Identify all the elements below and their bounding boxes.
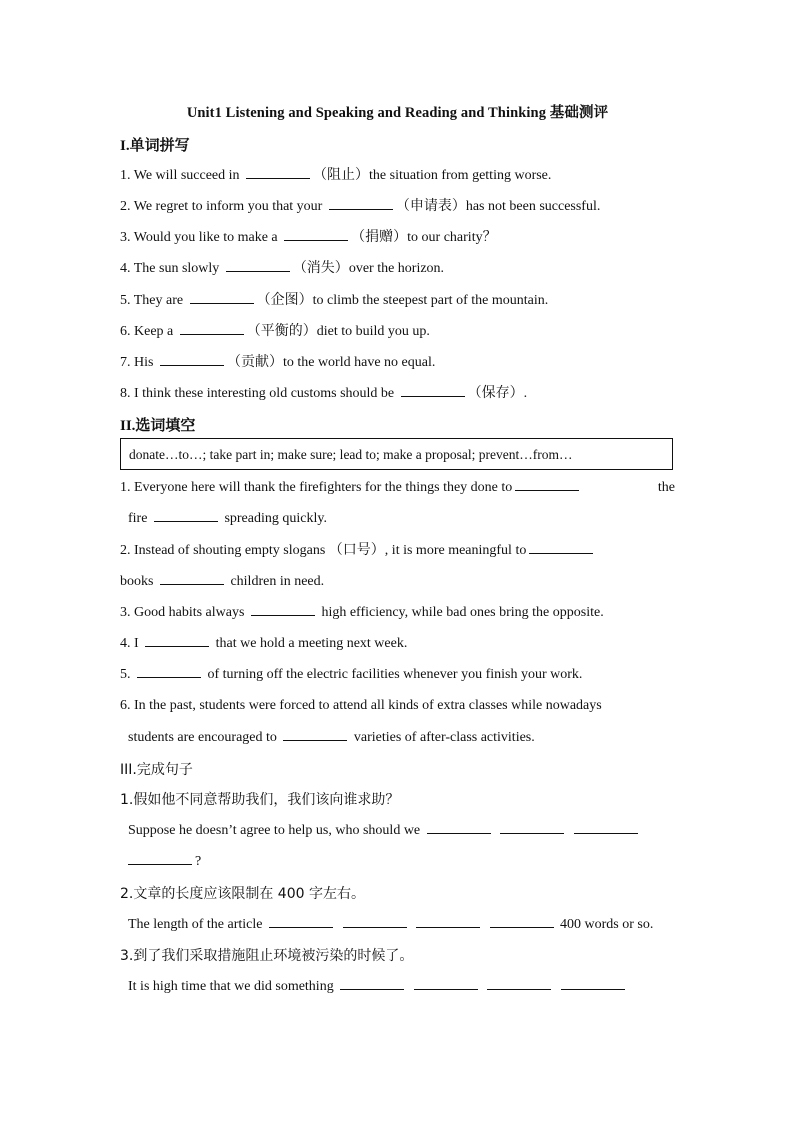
- answer-blank[interactable]: [251, 603, 315, 616]
- s3-q1-text: Suppose he doesn’t agree to help us, who should we: [128, 823, 421, 838]
- s3-q1-end: ?: [195, 854, 202, 869]
- answer-blank[interactable]: [145, 634, 209, 647]
- s1-item-6: [120, 321, 430, 342]
- s1-item-3-pre: 3. Would you like to make a: [120, 230, 278, 245]
- answer-blank[interactable]: [190, 291, 254, 304]
- s1-item-2-post: has not been successful.: [465, 199, 601, 214]
- answer-blank[interactable]: [340, 977, 404, 990]
- s1-item-3: [120, 227, 497, 248]
- answer-blank[interactable]: [269, 915, 333, 928]
- s3-q3-chinese: 3.到了我们采取措施阻止环境被污染的时候了。: [120, 948, 414, 964]
- s2-q2-text-c: children in need.: [230, 574, 325, 589]
- s1-item-2: [120, 196, 600, 217]
- s1-item-6-hint: （平衡的）: [246, 323, 317, 339]
- s1-item-6-pre: 6. Keep a: [120, 324, 174, 339]
- answer-blank[interactable]: [160, 353, 224, 366]
- s3-q1-chinese: 1.假如他不同意帮助我们，我们该向谁求助？: [120, 792, 400, 808]
- s3-q2-chinese: 2.文章的长度应该限制在 400 字左右。: [120, 886, 365, 902]
- s2-q1-line2: [128, 509, 327, 529]
- s2-q6-line1: [120, 696, 602, 716]
- answer-blank[interactable]: [490, 915, 554, 928]
- s2-q4: [120, 634, 407, 654]
- answer-blank[interactable]: [416, 915, 480, 928]
- section-2-heading: II.选词填空: [120, 418, 196, 434]
- s1-item-8-post: .: [523, 386, 528, 401]
- s3-q2-text: The length of the article: [128, 917, 263, 932]
- s1-item-1-post: the situation from getting worse.: [369, 168, 552, 183]
- s2-q6-line2: [128, 728, 535, 748]
- s1-item-7-pre: 7. His: [120, 355, 154, 370]
- s2-q2-line1: [120, 541, 596, 561]
- answer-blank[interactable]: [343, 915, 407, 928]
- section-1-heading: I.单词拼写: [120, 138, 190, 154]
- s1-item-2-pre: 2. We regret to inform you that your: [120, 199, 323, 214]
- answer-blank[interactable]: [529, 541, 593, 554]
- s2-q4-text-b: that we hold a meeting next week.: [215, 636, 408, 651]
- answer-blank[interactable]: [154, 509, 218, 522]
- s1-item-4-hint: （消失）: [292, 260, 349, 276]
- answer-blank[interactable]: [128, 852, 192, 865]
- s1-item-1-pre: 1. We will succeed in: [120, 168, 240, 183]
- s3-q2-end: 400 words or so.: [560, 917, 654, 932]
- s3-q1-line2: [128, 852, 201, 872]
- answer-blank[interactable]: [284, 228, 348, 241]
- answer-blank[interactable]: [401, 384, 465, 397]
- s2-q2-text: 2. Instead of shouting empty slogans （口号）, it is more meaningful to: [120, 543, 527, 558]
- answer-blank[interactable]: [500, 821, 564, 834]
- answer-blank[interactable]: [487, 977, 551, 990]
- s3-q2-english: [128, 915, 653, 935]
- s1-item-5-hint: （企图）: [256, 292, 313, 308]
- s1-item-3-post: to our charity？: [407, 230, 497, 245]
- s2-q1-line1: [120, 478, 675, 498]
- s1-item-8-pre: 8. I think these interesting old customs should be: [120, 386, 395, 401]
- answer-blank[interactable]: [246, 166, 310, 179]
- s2-q1-text-b: the: [657, 480, 675, 495]
- s1-item-1-hint: （阻止）: [313, 167, 370, 183]
- s3-q1-english: [128, 821, 641, 841]
- answer-blank[interactable]: [515, 478, 579, 491]
- answer-blank[interactable]: [574, 821, 638, 834]
- s1-item-8: [120, 383, 527, 404]
- s1-item-6-post: diet to build you up.: [316, 324, 430, 339]
- s2-q6-text: 6. In the past, students were forced to attend all kinds of extra classes while nowadays: [120, 698, 602, 713]
- word-bank-box: donate…to…; take part in; make sure; lead to; make a proposal; prevent…from…: [120, 438, 673, 470]
- s2-q5-text: 5.: [120, 667, 131, 682]
- s2-q3-text: 3. Good habits always: [120, 605, 245, 620]
- s1-item-5-pre: 5. They are: [120, 293, 184, 308]
- answer-blank[interactable]: [561, 977, 625, 990]
- s1-item-7-post: to the world have no equal.: [282, 355, 436, 370]
- s1-item-7: [120, 352, 435, 373]
- s2-q3: [120, 603, 604, 623]
- s2-q1-text: 1. Everyone here will thank the firefighters for the things they done to: [120, 480, 513, 495]
- s2-q6-text-c: varieties of after-class activities.: [353, 730, 535, 745]
- s2-q4-text: 4. I: [120, 636, 139, 651]
- s1-item-5: [120, 290, 548, 311]
- s2-q2-line2: [120, 572, 324, 592]
- answer-blank[interactable]: [226, 259, 290, 272]
- s1-item-3-hint: （捐赠）: [351, 229, 408, 245]
- answer-blank[interactable]: [137, 665, 201, 678]
- s1-item-8-hint: （保存）: [467, 385, 524, 401]
- s1-item-4-pre: 4. The sun slowly: [120, 261, 220, 276]
- s3-q3-text: It is high time that we did something: [128, 979, 334, 994]
- s1-item-5-post: to climb the steepest part of the mountain.: [312, 293, 549, 308]
- s2-q6-text-b: students are encouraged to: [128, 730, 277, 745]
- s1-item-4: [120, 258, 444, 279]
- answer-blank[interactable]: [414, 977, 478, 990]
- s2-q5-text-b: of turning off the electric facilities whenever you finish your work.: [207, 667, 583, 682]
- s2-q3-text-b: high efficiency, while bad ones bring the opposite.: [321, 605, 604, 620]
- s1-item-1: [120, 165, 551, 186]
- answer-blank[interactable]: [160, 572, 224, 585]
- section-3-heading: III.完成句子: [120, 762, 193, 778]
- s1-item-4-post: over the horizon.: [348, 261, 445, 276]
- s2-q5: [120, 665, 582, 685]
- s1-item-7-hint: （贡献）: [226, 354, 283, 370]
- s1-item-2-hint: （申请表）: [395, 198, 466, 214]
- s2-q2-text-b: books: [120, 574, 154, 589]
- answer-blank[interactable]: [283, 728, 347, 741]
- answer-blank[interactable]: [427, 821, 491, 834]
- s2-q1-text-c: fire: [128, 511, 148, 526]
- answer-blank[interactable]: [329, 197, 393, 210]
- s2-q1-text-d: spreading quickly.: [224, 511, 327, 526]
- page-title: Unit1 Listening and Speaking and Reading and Thinking 基础测评: [186, 105, 609, 121]
- answer-blank[interactable]: [180, 322, 244, 335]
- s3-q3-english: [128, 977, 628, 997]
